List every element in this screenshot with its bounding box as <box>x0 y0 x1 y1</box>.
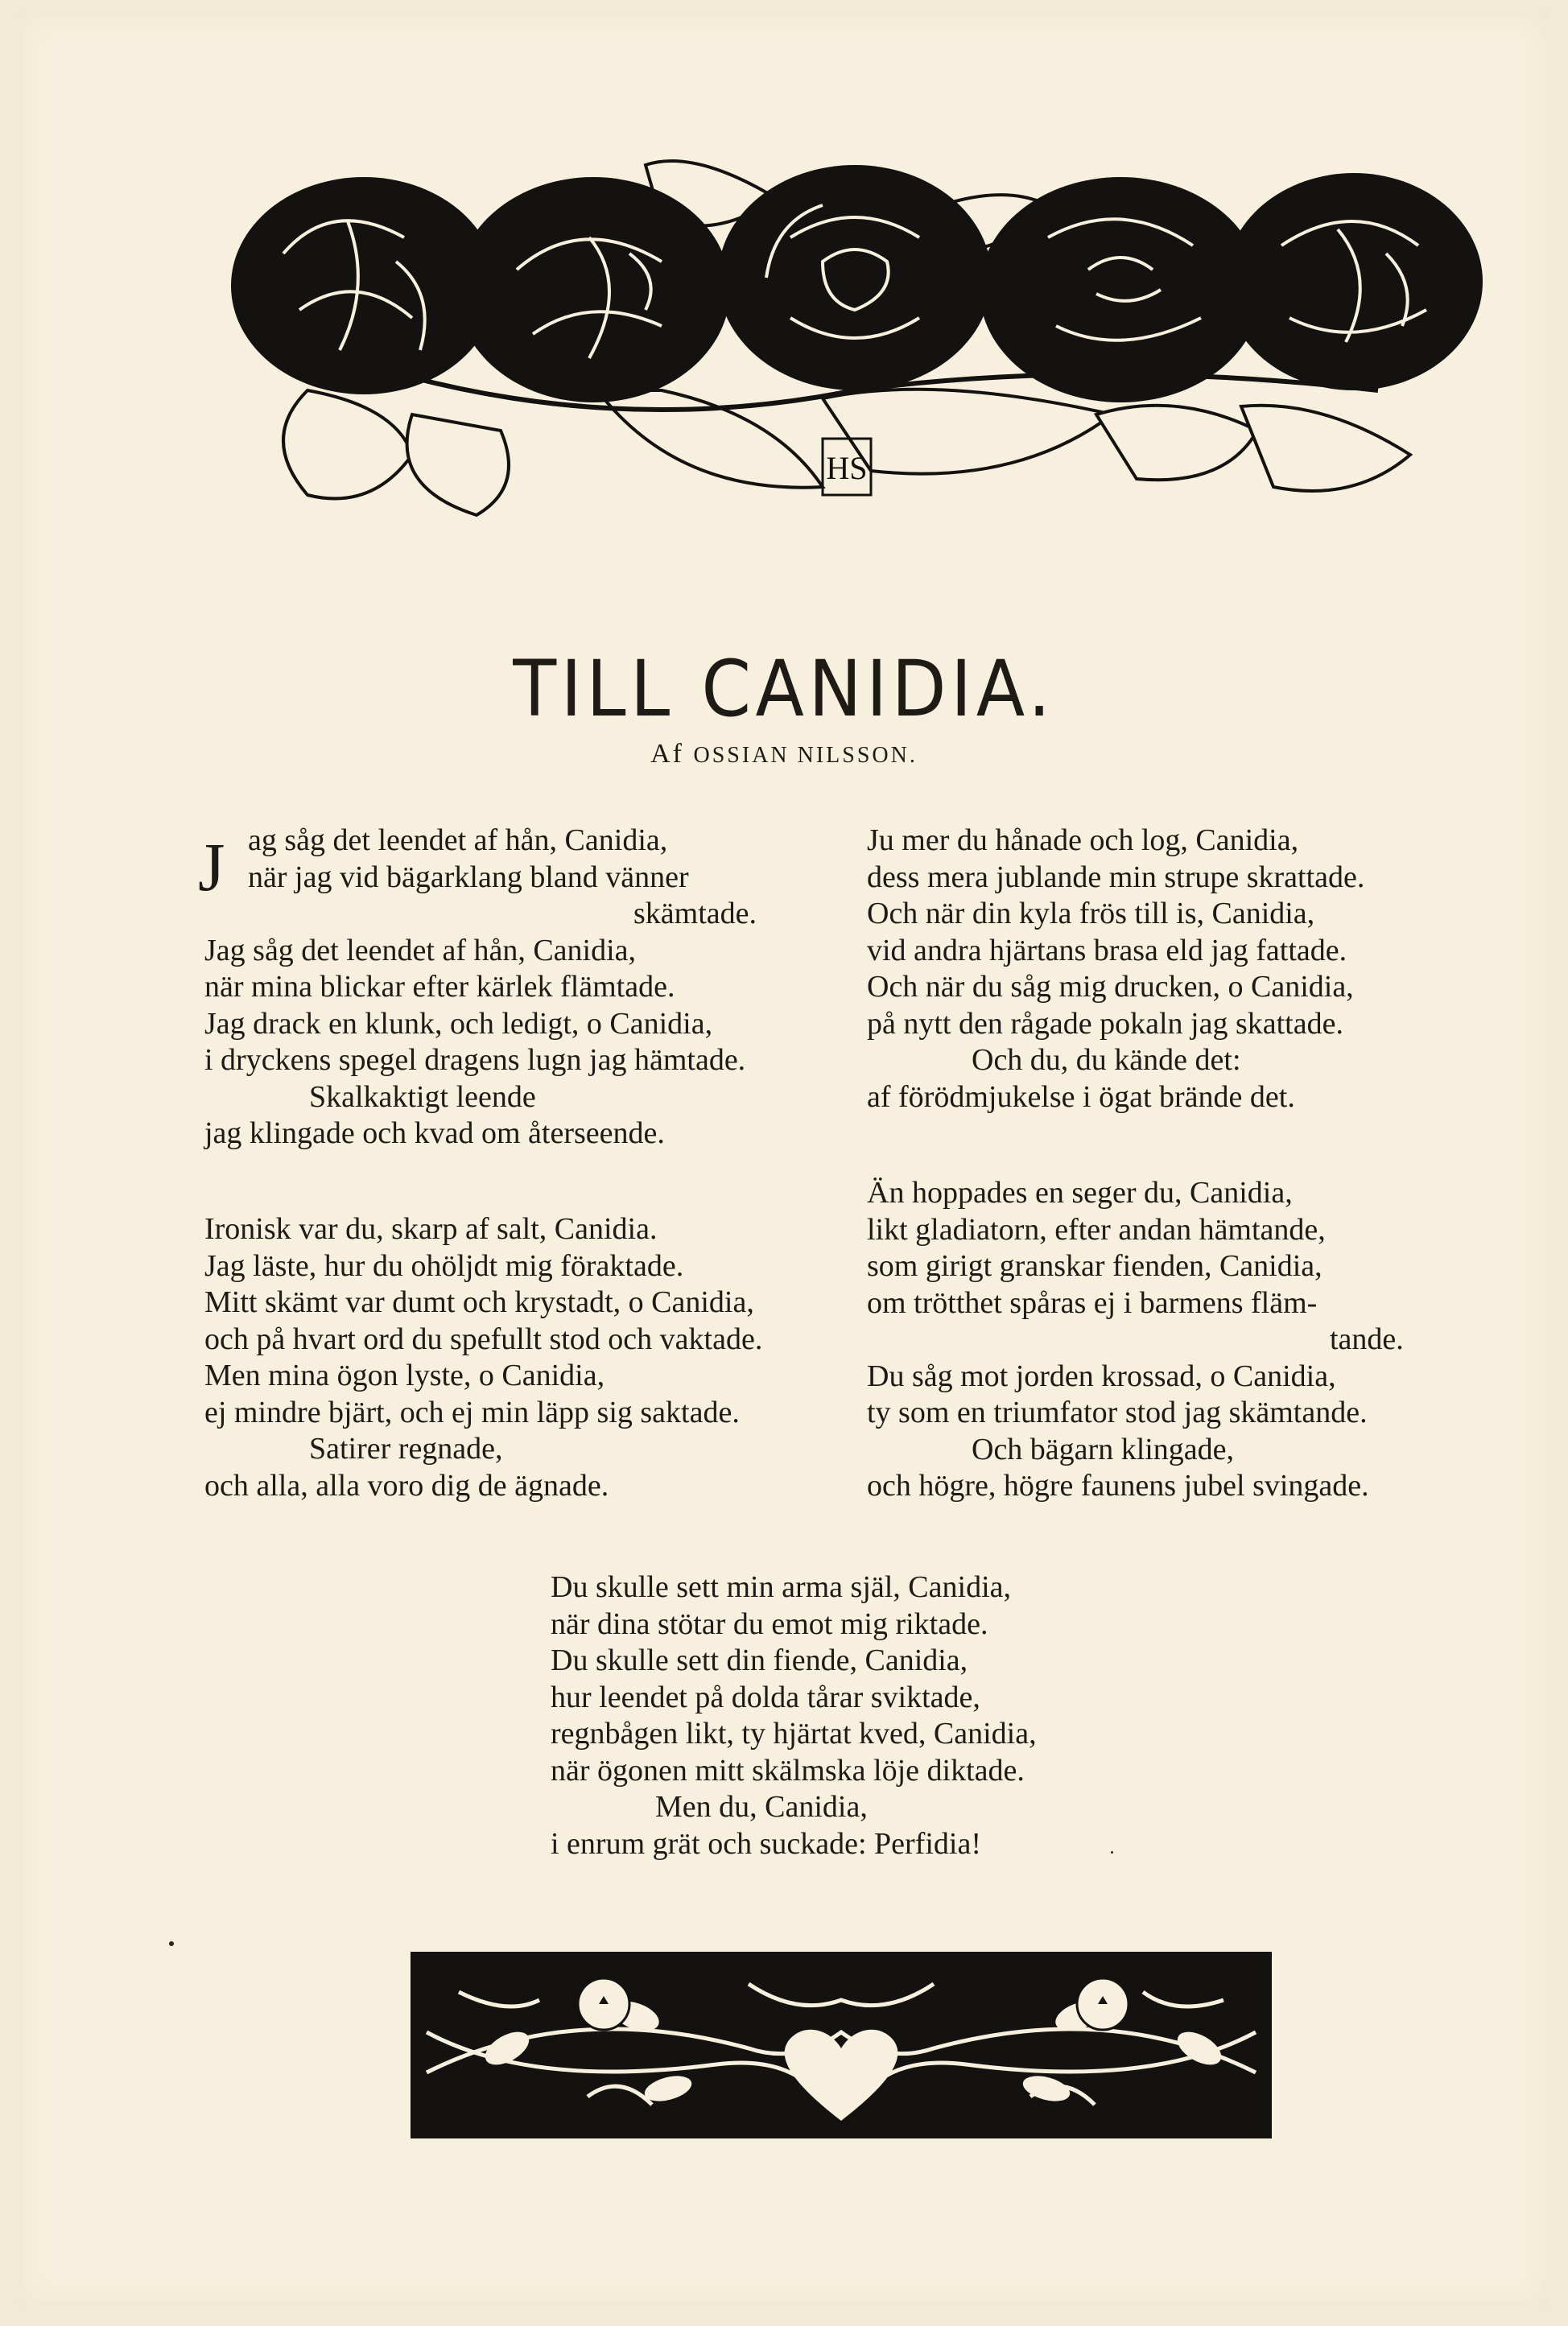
poem-line: af förödmjukelse i ögat brände det. <box>867 1079 1295 1114</box>
rose-5-icon <box>1225 173 1483 390</box>
print-speck <box>169 1941 174 1946</box>
poem-line: Jag drack en klunk, och ledigt, o Canidia, <box>204 1006 713 1041</box>
poem-line: Ju mer du hånade och log, Canidia, <box>867 823 1299 857</box>
poem-line: Skalkaktigt leende <box>309 1079 536 1114</box>
poem-line: Men mina ögon lyste, o Canidia, <box>204 1359 605 1392</box>
poem-line: Än hoppades en seger du, Canidia, <box>867 1176 1293 1210</box>
print-speck <box>1111 1851 1113 1854</box>
poem-line: regnbågen likt, ty hjärtat kved, Canidia, <box>551 1717 1037 1751</box>
poem-line: ty som en triumfator stod jag skämtande. <box>867 1396 1368 1429</box>
drop-cap: J <box>198 828 225 905</box>
poem-line: när jag vid bägarklang bland vänner <box>248 860 689 894</box>
poem-title: TILL CANIDIA. <box>513 644 1055 734</box>
stanza-3 <box>204 1211 864 1504</box>
poem-line: när ögonen mitt skälmska löje diktade. <box>551 1753 1025 1788</box>
poem-line: Och du, du kände det: <box>972 1043 1241 1077</box>
stanza-1 <box>198 823 864 1153</box>
poem-line: ag såg det leendet af hån, Canidia, <box>248 823 668 857</box>
poem-line: som girigt granskar fienden, Canidia, <box>867 1249 1322 1283</box>
poem-line: Men du, Canidia, <box>655 1790 868 1824</box>
rose-3-icon <box>718 165 992 390</box>
byline <box>0 739 1568 769</box>
poem-line: om trötthet spåras ej i barmens fläm- <box>867 1285 1318 1320</box>
poem-line: Mitt skämt var dumt och krystadt, o Canidia, <box>204 1285 754 1319</box>
stanza-4 <box>867 1175 1511 1505</box>
rose-vignette-illustration <box>211 149 1483 543</box>
poem-line: tande. <box>1330 1322 1404 1356</box>
stanza-2 <box>867 823 1511 1116</box>
stanza-5 <box>551 1569 1211 1862</box>
poem-line: jag klingade och kvad om återseende. <box>204 1116 665 1150</box>
poem-line: i dryckens spegel dragens lugn jag hämtade. <box>204 1043 746 1077</box>
byline-prefix: Af <box>650 739 684 769</box>
poem-line: och alla, alla voro dig de ägnade. <box>204 1468 609 1503</box>
poem-line: Jag läste, hur du ohöljdt mig föraktade. <box>204 1248 684 1283</box>
poem-line: ej mindre bjärt, och ej min läpp sig saktade. <box>204 1395 740 1429</box>
poem-line: dess mera jublande min strupe skrattade. <box>867 860 1365 894</box>
poem-line: hur leendet på dolda tårar sviktade, <box>551 1680 980 1714</box>
rose-2-icon <box>456 177 730 402</box>
poem-line: på nytt den rågade pokaln jag skattade. <box>867 1006 1343 1041</box>
poem-line: när mina blickar efter kärlek flämtade. <box>204 970 675 1004</box>
poem-line: och på hvart ord du spefullt stod och vaktade. <box>204 1322 763 1356</box>
poem-line: Ironisk var du, skarp af salt, Canidia. <box>204 1212 658 1246</box>
poem-line: Du skulle sett min arma själ, Canidia, <box>551 1570 1012 1604</box>
poem-line: Du skulle sett din fiende, Canidia, <box>551 1643 968 1677</box>
byline-author: OSSIAN NILSSON. <box>693 743 918 768</box>
poem-line: Satirer regnade, <box>309 1432 503 1466</box>
poem-line: Och när din kyla frös till is, Canidia, <box>867 897 1315 930</box>
poem-line: och högre, högre faunens jubel svingade. <box>867 1469 1369 1503</box>
poem-line: Du såg mot jorden krossad, o Canidia, <box>867 1359 1336 1393</box>
apple-left-icon <box>578 1978 629 2030</box>
apple-right-icon <box>1077 1978 1129 2030</box>
poem-line: likt gladiatorn, efter andan hämtande, <box>867 1212 1326 1247</box>
poem-line: Jag såg det leendet af hån, Canidia, <box>204 933 637 967</box>
poem-line: skämtade. <box>633 897 757 930</box>
svg-text:HS: HS <box>826 450 868 486</box>
poem-line: vid andra hjärtans brasa eld jag fattade. <box>867 933 1347 967</box>
rose-4-icon <box>980 177 1261 402</box>
poem-line: Och bägarn klingade, <box>972 1432 1235 1466</box>
heart-ornament-illustration <box>411 1952 1272 2138</box>
poem-line: Och när du såg mig drucken, o Canidia, <box>867 970 1354 1004</box>
poem-line: när dina stötar du emot mig riktade. <box>551 1606 988 1641</box>
poem-line: i enrum grät och suckade: Perfidia! <box>551 1826 981 1861</box>
